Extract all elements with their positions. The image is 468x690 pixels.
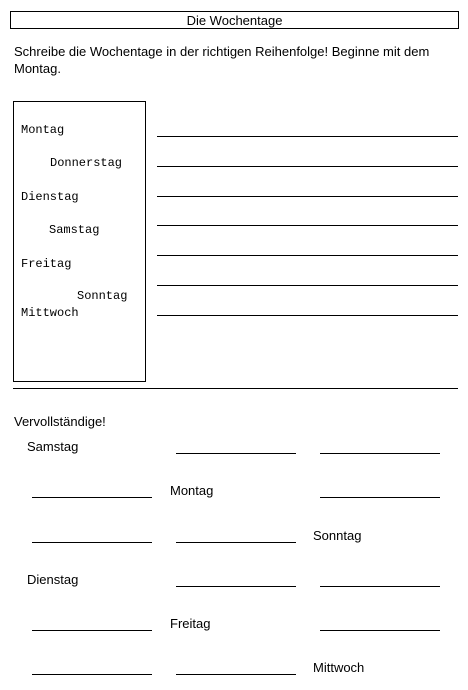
answer-line[interactable] <box>157 196 458 197</box>
answer-line[interactable] <box>157 136 458 137</box>
given-day: Montag <box>170 483 214 498</box>
blank-line[interactable] <box>32 542 152 543</box>
answer-line[interactable] <box>157 166 458 167</box>
scrambled-day: Mittwoch <box>21 306 79 320</box>
blank-line[interactable] <box>176 542 296 543</box>
given-day: Mittwoch <box>313 660 365 675</box>
blank-line[interactable] <box>176 586 296 587</box>
given-day: Samstag <box>27 439 79 454</box>
blank-line[interactable] <box>32 630 152 631</box>
blank-line[interactable] <box>176 453 296 454</box>
blank-line[interactable] <box>320 453 440 454</box>
blank-line[interactable] <box>32 674 152 675</box>
blank-line[interactable] <box>176 674 296 675</box>
blank-line[interactable] <box>320 586 440 587</box>
worksheet-title: Die Wochentage <box>10 11 459 29</box>
answer-line[interactable] <box>157 285 458 286</box>
answer-line[interactable] <box>157 225 458 226</box>
given-day: Freitag <box>170 616 211 631</box>
instruction-text: Schreibe die Wochentage in der richtigen Reihenfolge! Beginne mit dem Montag. <box>14 44 430 76</box>
scrambled-day: Donnerstag <box>50 156 123 170</box>
blank-line[interactable] <box>32 497 152 498</box>
scrambled-day: Samstag <box>49 223 100 237</box>
blank-line[interactable] <box>320 497 440 498</box>
scrambled-day: Montag <box>21 123 65 137</box>
answer-line[interactable] <box>157 315 458 316</box>
scrambled-day: Freitag <box>21 257 72 271</box>
answer-line[interactable] <box>157 255 458 256</box>
given-day: Sonntag <box>313 528 362 543</box>
scrambled-day: Dienstag <box>21 190 79 204</box>
scrambled-day: Sonntag <box>77 289 128 303</box>
blank-line[interactable] <box>320 630 440 631</box>
scrambled-days-box <box>13 101 146 382</box>
section2-title: Vervollständige! <box>14 414 106 429</box>
section-divider <box>13 388 458 389</box>
given-day: Dienstag <box>27 572 79 587</box>
